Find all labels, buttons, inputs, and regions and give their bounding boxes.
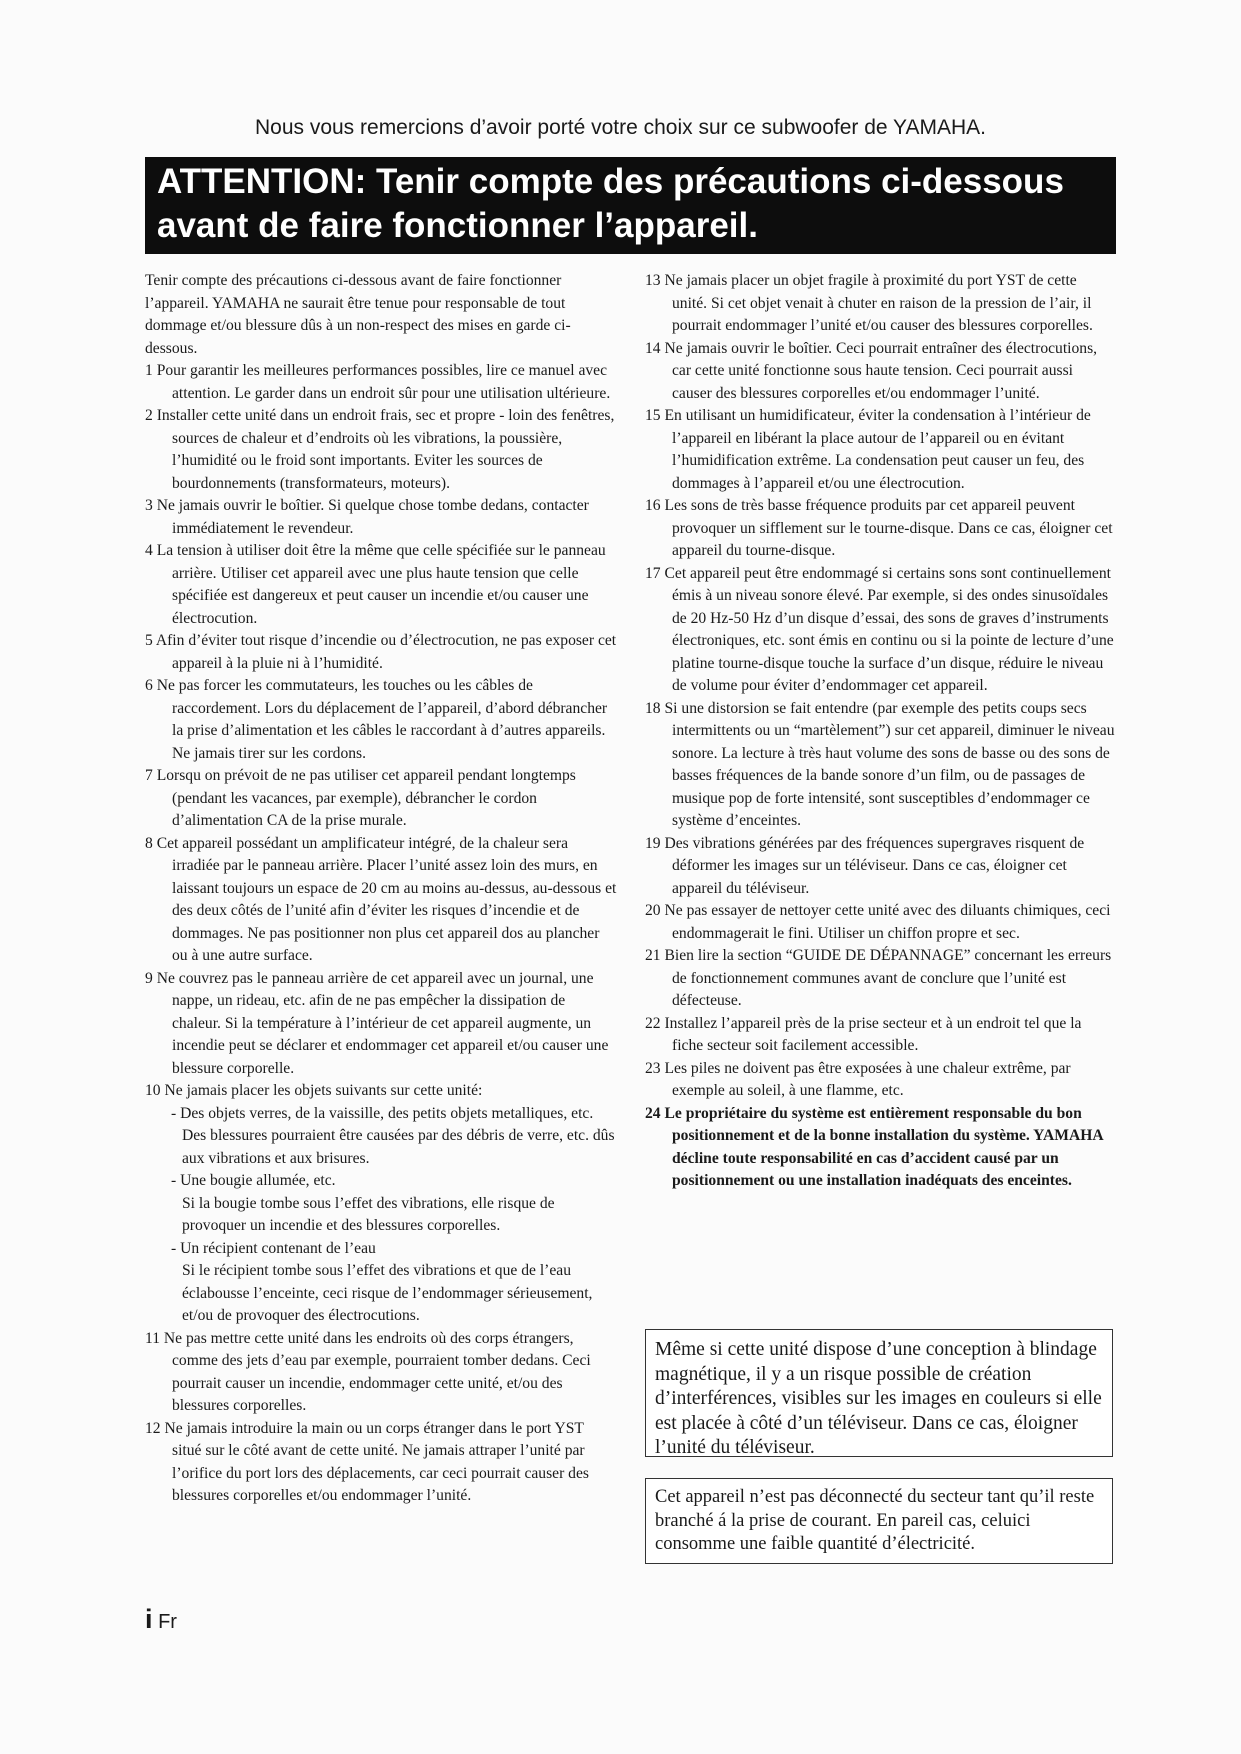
precaution-item: 2 Installer cette unité dans un endroit frais, sec et propre - loin des fenêtres, sources de chaleur et d’endroits où les vibrations, la poussière, l’humidité ou le froid sont importants. Eviter les sources de bourdonnements (transformateurs, moteurs). <box>145 407 615 492</box>
precaution-item-bold: 24 Le propriétaire du système est entièrement responsable du bon positionnement et de la bonne installation du système. YAMAHA décline toute responsabilité en cas d’accident causé par un positionnement ou une installation inadéquats des enceintes. <box>645 1104 1103 1189</box>
item-10-sublist <box>145 1103 617 1328</box>
precaution-item: 19 Des vibrations générées par des fréquences supergraves risquent de déformer les images sur un téléviseur. Dans ce cas, éloigner cet appareil du téléviseur. <box>645 834 1085 897</box>
power-disconnect-notice <box>645 1478 1113 1564</box>
notice-text: Cet appareil n’est pas déconnecté du secteur tant qu’il reste branché á la prise de courant. En pareil cas, celuici consomme une faible quantité d’électricité. <box>655 1487 1095 1554</box>
precaution-item: 10 Ne jamais placer les objets suivants sur cette unité: <box>145 1082 483 1099</box>
sublist-detail: Si le récipient tombe sous l’effet des vibrations et que de l’eau éclabousse l’enceinte, ceci risque de l’endommager sérieusement, et/ou de provoquer des électrocutions. <box>182 1262 593 1324</box>
sublist-detail: Si la bougie tombe sous l’effet des vibrations, elle risque de provoquer un incendie et des blessures corporelles. <box>182 1194 555 1234</box>
banner-heading <box>157 160 1104 248</box>
sublist-entry: - Un récipient contenant de l’eau <box>171 1239 376 1257</box>
precaution-item: 22 Installez l’appareil près de la prise secteur et à un endroit tel que la fiche secteur soit facilement accessible. <box>645 1014 1082 1054</box>
precaution-item: 20 Ne pas essayer de nettoyer cette unité avec des diluants chimiques, ceci endommagerait le fini. Utiliser un chiffon propre et sec. <box>645 902 1111 942</box>
notice-text: Même si cette unité dispose d’une conception à blindage magnétique, il y a un risque possible de création d’interférences, visibles sur les images en couleurs si elle est placée à côté d’un téléviseur. Dans ce cas, éloigner l’unité du téléviseur. <box>655 1339 1102 1458</box>
attention-banner <box>145 157 1116 254</box>
precaution-item: 18 Si une distorsion se fait entendre (par exemple des petits coups secs intermittents ou un “martèlement”) sur cet appareil, diminuer le niveau sonore. La lecture à très haut volume des sons de basse ou des sons de basses fréquences de la bande sonore d’un film, ou de passages de musique pop de forte intensité, sont susceptibles d’endommager ce système d’enceintes. <box>645 699 1115 829</box>
precaution-item: 15 En utilisant un humidificateur, éviter la condensation à l’intérieur de l’appareil en libérant la place autour de l’appareil ou en évitant l’humidification extrême. La condensation peut causer un feu, des dommages à l’appareil et/ou une électrocution. <box>645 407 1091 492</box>
sublist-entry: - Une bougie allumée, etc. <box>171 1172 336 1189</box>
precaution-item: 13 Ne jamais placer un objet fragile à proximité du port YST de cette unité. Si cet objet venait à chuter en raison de la pression de l’air, il pourrait endommager l’unité et/ou causer des blessures corporelles. <box>645 272 1093 334</box>
banner-line-1: ATTENTION: Tenir compte des précautions ci-dessous <box>157 162 1064 201</box>
precaution-item: 9 Ne couvrez pas le panneau arrière de cet appareil avec un journal, une nappe, un rideau, etc. afin de ne pas empêcher la dissipation de chaleur. Si la température à l’intérieur de cet appareil augmente, un incendie peut se déclarer et endommager cet appareil et/ou causer une blessure corporelle. <box>145 969 609 1077</box>
precaution-item: 14 Ne jamais ouvrir le boîtier. Ceci pourrait entraîner des électrocutions, car cette unité fonctionne sous haute tension. Ceci pourrait aussi causer des blessures corporelles et/ou endommager l’unité. <box>645 339 1098 402</box>
precaution-item: 5 Afin d’éviter tout risque d’incendie ou d’électrocution, ne pas exposer cet appareil à la pluie ni à l’humidité. <box>145 632 617 672</box>
precaution-item: 11 Ne pas mettre cette unité dans les endroits où des corps étrangers, comme des jets d’eau par exemple, pourraient tomber dedans. Ceci pourrait causer un incendie, endommager cette unité, et/ou des blessures corporelles. <box>145 1329 591 1414</box>
page-number: i <box>145 1604 153 1634</box>
left-column <box>145 270 617 1508</box>
precaution-item: 21 Bien lire la section “GUIDE DE DÉPANNAGE” concernant les erreurs de fonctionnement communes avant de conclure que l’unité est défecteuse. <box>645 947 1112 1009</box>
precaution-item: 8 Cet appareil possédant un amplificateur intégré, de la chaleur sera irradiée par le panneau arrière. Placer l’unité assez loin des murs, en laissant toujours un espace de 20 cm au moins au-dessus, au-dessous et des deux côtés de l’unité afin d’éviter les risques d’incendie et de dommages. Ne pas positionner non plus cet appareil dos au plancher ou à une autre surface. <box>145 834 617 964</box>
precaution-item: 4 La tension à utiliser doit être la même que celle spécifiée sur le panneau arrière. Utiliser cet appareil avec une plus haute tension que celle spécifiée est dangereux et peut causer un incendie et/ou causer une électrocution. <box>145 542 606 627</box>
sublist-detail: Des blessures pourraient être causées par des débris de verre, etc. dûs aux vibrations et aux brisures. <box>182 1127 615 1167</box>
precaution-item: 23 Les piles ne doivent pas être exposées à une chaleur extrême, par exemple au soleil, à une flamme, etc. <box>645 1059 1071 1099</box>
precaution-item: 17 Cet appareil peut être endommagé si certains sons sont continuellement émis à un niveau sonore élevé. Par exemple, si des ondes sinusoïdales de 20 Hz-50 Hz d’un disque d’essai, des sons de graves d’instruments électroniques, etc. sont émis en continu ou si la pointe de lecture d’une platine tourne-disque touche la surface d’un disque, réduire le niveau de volume pour éviter d’endommager cet appareil. <box>645 564 1114 694</box>
intro-line: Nous vous remercions d’avoir porté votre choix sur ce subwoofer de YAMAHA. <box>254 116 987 139</box>
precaution-item: 1 Pour garantir les meilleures performances possibles, lire ce manuel avec attention. Le garder dans un endroit sûr pour une utilisation ultérieure. <box>145 362 611 402</box>
preamble: Tenir compte des précautions ci-dessous avant de faire fonctionner l’appareil. YAMAHA ne saurait être tenue pour responsable de tout dommage et/ou blessure dûs à un non-respect des mises en garde ci-dessous. <box>145 272 571 357</box>
magnetic-shielding-notice <box>645 1329 1113 1457</box>
banner-line-2: avant de faire fonctionner l’appareil. <box>157 206 758 245</box>
precaution-item: 12 Ne jamais introduire la main ou un corps étranger dans le port YST situé sur le côté avant de cette unité. Ne jamais attraper l’unité par l’orifice du port lors des déplacements, car ceci pourrait causer des blessures corporelles et/ou endommager l’unité. <box>145 1419 589 1504</box>
sublist-entry: - Des objets verres, de la vaissille, des petits objets metalliques, etc. <box>171 1104 594 1122</box>
precaution-item: 16 Les sons de très basse fréquence produits par cet appareil peuvent provoquer un sifflement sur le tourne-disque. Dans ce cas, éloigner cet appareil du tourne-disque. <box>645 497 1113 559</box>
precaution-item: 3 Ne jamais ouvrir le boîtier. Si quelque chose tombe dedans, contacter immédiatement le revendeur. <box>145 497 589 537</box>
right-column <box>645 270 1115 1193</box>
precaution-item: 7 Lorsqu on prévoit de ne pas utiliser cet appareil pendant longtemps (pendant les vacances, par exemple), débrancher le cordon d’alimentation CA de la prise murale. <box>145 767 576 829</box>
precaution-item: 6 Ne pas forcer les commutateurs, les touches ou les câbles de raccordement. Lors du déplacement de l’appareil, d’abord débrancher la prise d’alimentation et les câbles le raccordant à d’autres appareils. Ne jamais tirer sur les cordons. <box>145 677 608 762</box>
language-label: Fr <box>158 1611 177 1633</box>
page-footer <box>145 1604 177 1635</box>
